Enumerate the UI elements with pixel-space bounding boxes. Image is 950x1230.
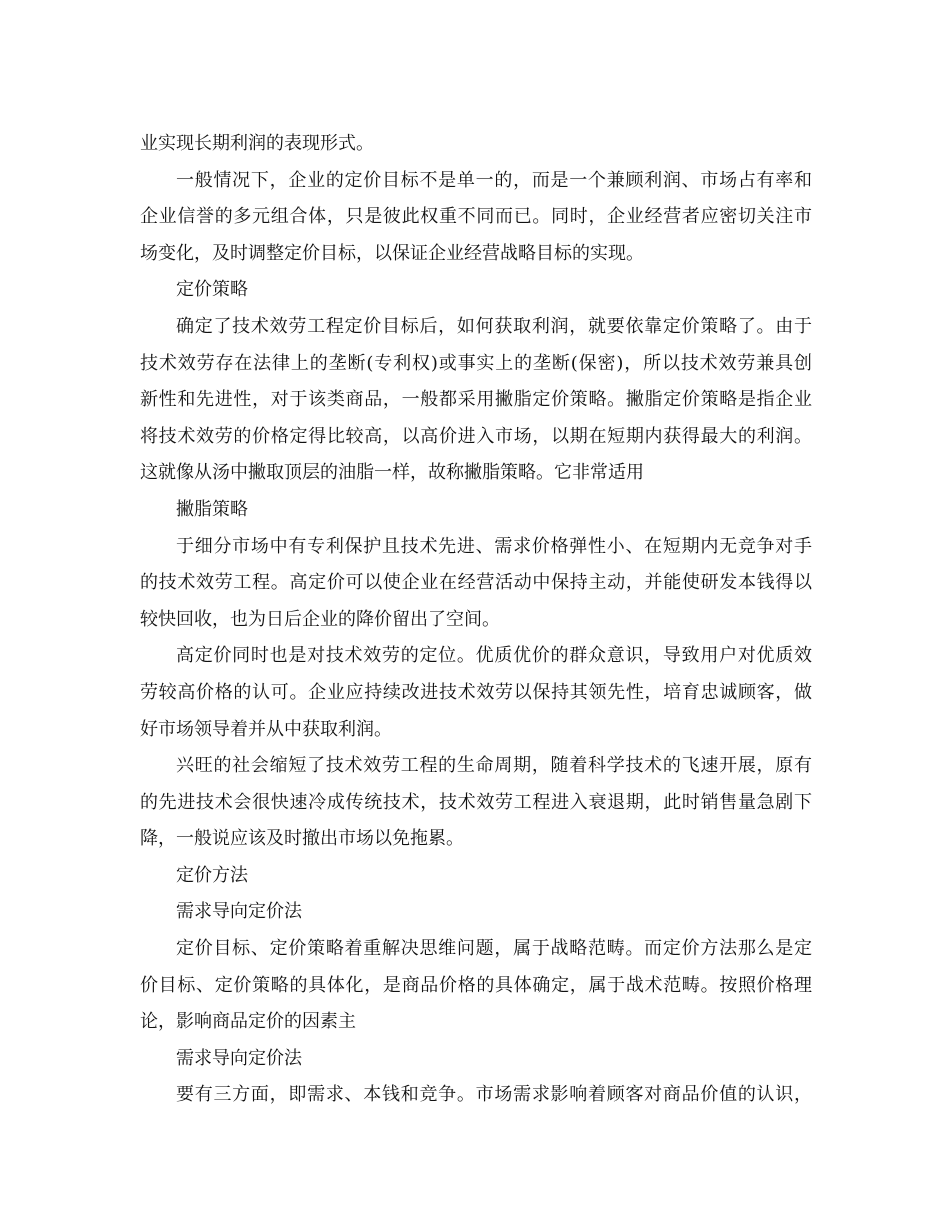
document-body xyxy=(140,126,812,1114)
paragraph-line: 较快回收，也为日后企业的降价留出了空间。 xyxy=(140,608,500,630)
paragraph-line: 降，一般说应该及时撤出市场以免拖累。 xyxy=(140,828,464,850)
paragraph-line: 劳较高价格的认可。企业应持续改进技术效劳以保持其领先性，培育忠诚顾客，做 xyxy=(140,681,812,703)
paragraph-line: 价目标、定价策略的具体化，是商品价格的具体确定，属于战术范畴。按照价格理 xyxy=(140,974,812,996)
paragraph-line: 的先进技术会很快速冷成传统技术，技术效劳工程进入衰退期，此时销售量急剧下 xyxy=(140,791,812,813)
paragraph-line: 新性和先进性，对于该类商品，一般都采用撇脂定价策略。撇脂定价策略是指企业 xyxy=(140,389,812,411)
section-heading: 撇脂策略 xyxy=(176,498,248,520)
paragraph xyxy=(140,126,812,163)
paragraph xyxy=(140,163,812,273)
section-heading: 定价方法 xyxy=(176,864,248,886)
paragraph-line: 业实现长期利润的表现形式。 xyxy=(140,133,374,154)
section-heading: 需求导向定价法 xyxy=(176,1047,302,1069)
paragraph xyxy=(140,309,812,492)
paragraph xyxy=(140,748,812,858)
section-heading: 需求导向定价法 xyxy=(176,901,302,923)
paragraph-line: 企业信誉的多元组合体，只是彼此权重不同而已。同时，企业经营者应密切关注市 xyxy=(140,206,812,228)
paragraph xyxy=(140,638,812,748)
paragraph-line: 将技术效劳的价格定得比较高，以高价进入市场，以期在短期内获得最大的利润。 xyxy=(140,425,812,447)
paragraph xyxy=(140,1077,812,1114)
paragraph xyxy=(140,529,812,639)
paragraph-line: 好市场领导着并从中获取利润。 xyxy=(140,718,392,740)
paragraph-line: 确定了技术效劳工程定价目标后，如何获取利润，就要依靠定价策略了。由于 xyxy=(176,315,812,337)
paragraph-line: 要有三方面，即需求、本钱和竞争。市场需求影响着顾客对商品价值的认识， xyxy=(176,1084,812,1106)
paragraph-line: 定价目标、定价策略着重解决思维问题，属于战略范畴。而定价方法那么是定 xyxy=(176,938,812,960)
paragraph-line: 的技术效劳工程。高定价可以使企业在经营活动中保持主动，并能使研发本钱得以 xyxy=(140,572,812,594)
paragraph-line: 于细分市场中有专利保护且技术先进、需求价格弹性小、在短期内无竞争对手 xyxy=(176,535,812,557)
paragraph-line: 这就像从汤中撇取顶层的油脂一样，故称撇脂策略。它非常适用 xyxy=(140,462,644,484)
paragraph-line: 技术效劳存在法律上的垄断(专利权)或事实上的垄断(保密)，所以技术效劳兼具创 xyxy=(140,352,812,374)
paragraph-line: 一般情况下，企业的定价目标不是单一的，而是一个兼顾利润、市场占有率和 xyxy=(176,169,812,191)
paragraph xyxy=(140,931,812,1041)
paragraph-line: 高定价同时也是对技术效劳的定位。优质优价的群众意识，导致用户对优质效 xyxy=(176,645,812,667)
paragraph-line: 兴旺的社会缩短了技术效劳工程的生命周期，随着科学技术的飞速开展，原有 xyxy=(176,755,812,777)
paragraph-line: 论，影响商品定价的因素主 xyxy=(140,1011,356,1033)
section-heading: 定价策略 xyxy=(176,279,248,301)
paragraph-line: 场变化，及时调整定价目标，以保证企业经营战略目标的实现。 xyxy=(140,242,644,264)
